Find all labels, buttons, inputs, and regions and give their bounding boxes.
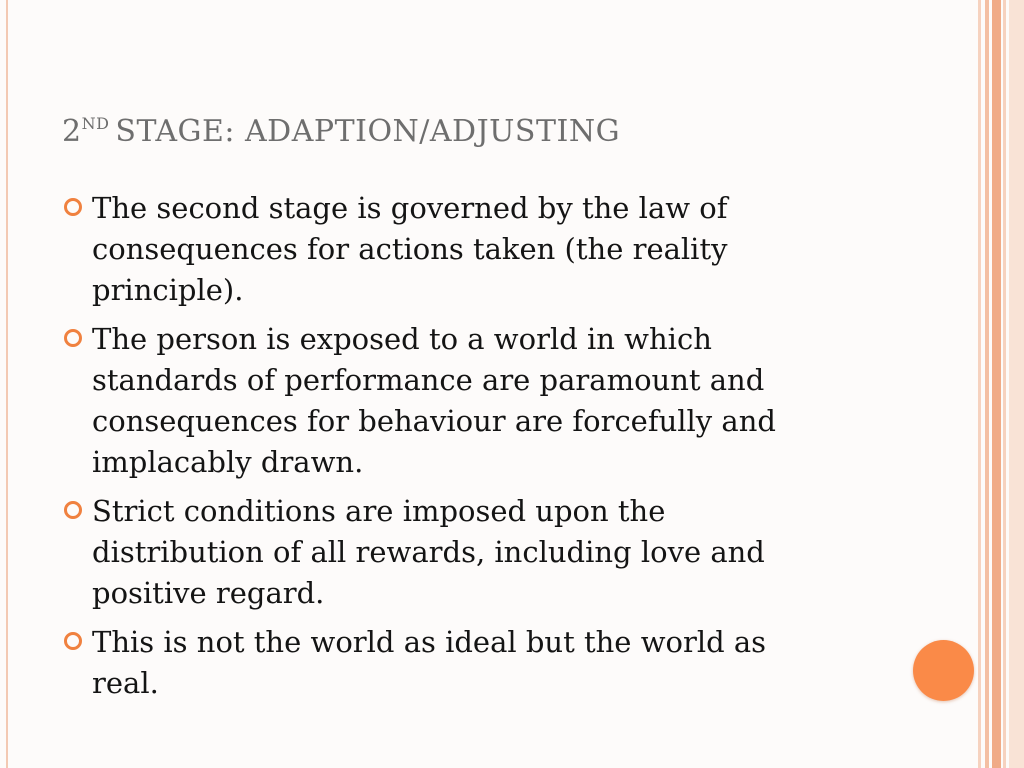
right-stripe <box>992 0 1001 768</box>
circle-bullet-icon <box>64 329 82 347</box>
bullet-list <box>62 188 842 712</box>
right-stripe <box>1003 0 1006 768</box>
circle-bullet-icon <box>64 198 82 216</box>
right-stripe <box>978 0 981 768</box>
bullet-item <box>62 319 842 483</box>
bullet-item <box>62 188 842 311</box>
bullet-item <box>62 622 842 704</box>
left-border-line <box>6 0 8 768</box>
slide-title <box>62 114 620 149</box>
bullet-item <box>62 491 842 614</box>
bullet-text: Strict conditions are imposed upon the distribution of all rewards, including love and positive regard. <box>92 494 765 610</box>
circle-bullet-icon <box>64 632 82 650</box>
bullet-text: This is not the world as ideal but the world as real. <box>92 625 767 700</box>
title-prefix: 2 <box>62 114 82 149</box>
bullet-text: The person is exposed to a world in which standards of performance are paramount and consequences for behaviour are forcefully and implacably drawn. <box>92 322 776 479</box>
right-stripe <box>1009 0 1024 768</box>
right-stripe <box>985 0 989 768</box>
bullet-text: The second stage is governed by the law of consequences for actions taken (the reality principle). <box>92 191 728 307</box>
decorative-circle-icon <box>913 640 974 701</box>
circle-bullet-icon <box>64 501 82 519</box>
title-superscript: ND <box>81 114 110 133</box>
title-main: STAGE: ADAPTION/ADJUSTING <box>115 114 621 149</box>
